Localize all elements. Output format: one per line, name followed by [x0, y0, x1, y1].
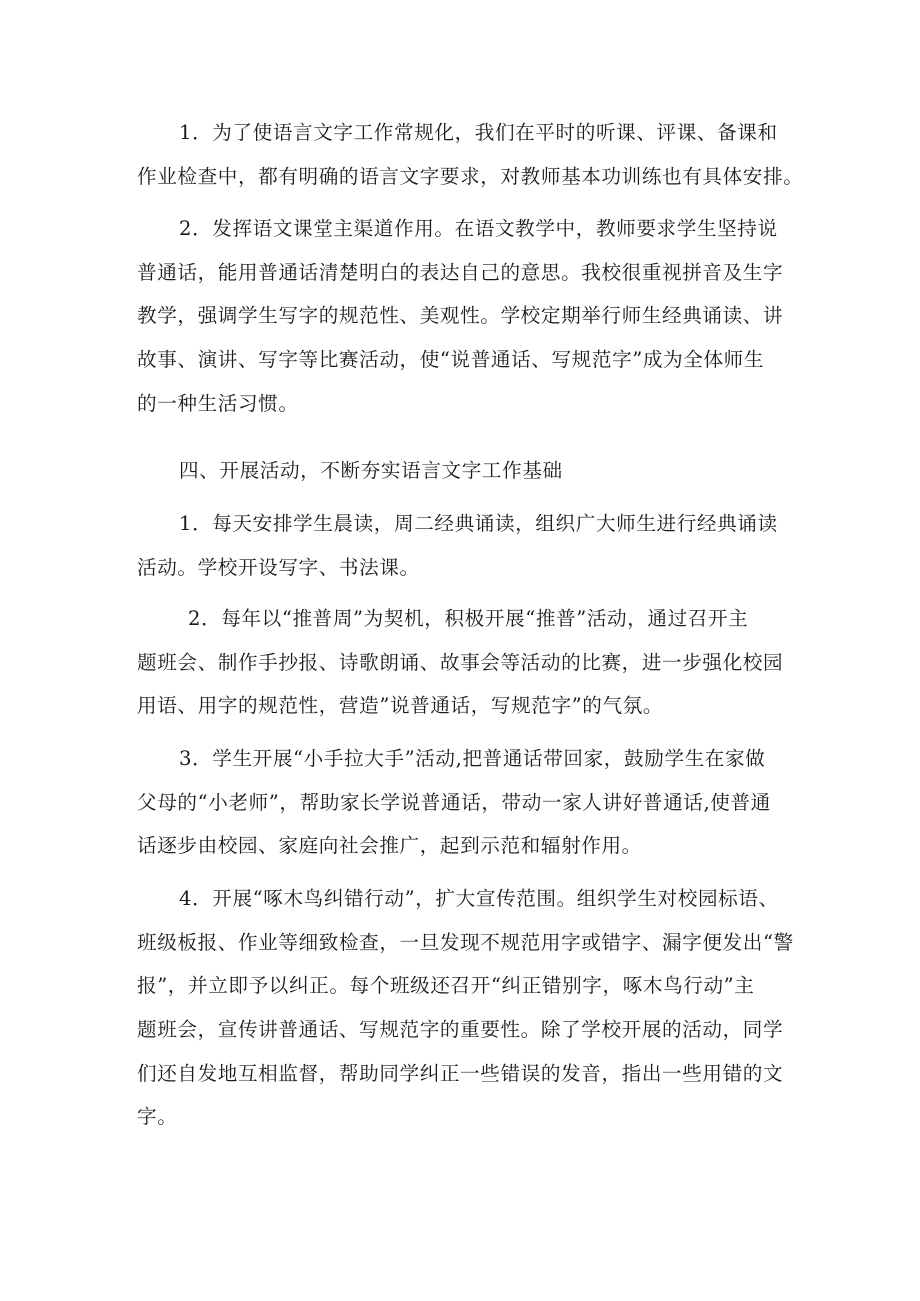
- paragraph-line: 父母的“小老师”，帮助家长学说普通话，带动一家人讲好普通话,使普通: [137, 790, 771, 814]
- paragraph-5: [137, 597, 799, 728]
- paragraph-line: 1．每天安排学生晨读，周二经典诵读，组织广大师生进行经典诵读: [179, 512, 778, 535]
- paragraph-7: [137, 877, 799, 1139]
- paragraph-line: 班级板报、作业等细致检查，一旦发现不规范用字或错字、漏字便发出“警: [137, 930, 794, 954]
- paragraph-line: 报”，并立即予以纠正。每个班级还召开“纠正错别字，啄木鸟行动”主: [137, 974, 755, 998]
- paragraph-line: 1．为了使语言文字工作常规化，我们在平时的听课、评课、备课和: [179, 121, 778, 144]
- paragraph-line: 活动。学校开设写字、书法课。: [137, 555, 420, 579]
- paragraph-4: [137, 502, 799, 589]
- section-heading: [137, 449, 799, 493]
- paragraph-line: 题班会、制作手抄报、诗歌朗诵、故事会等活动的比赛，进一步强化校园: [137, 650, 784, 674]
- paragraph-line: 题班会，宣传讲普通话、写规范字的重要性。除了学校开展的活动，同学: [137, 1018, 784, 1042]
- paragraph-2: [137, 207, 799, 425]
- paragraph-line: 普通话，能用普通话清楚明白的表达自己的意思。我校很重视拼音及生字: [137, 260, 784, 284]
- paragraph-line: 故事、演讲、写字等比赛活动，使“说普通话、写规范字”成为全体师生: [137, 348, 765, 372]
- paragraph-line: 话逐步由校园、家庭向社会推广，起到示范和辐射作用。: [137, 834, 642, 858]
- paragraph-6: [137, 737, 799, 868]
- paragraph-line: 教学，强调学生写字的规范性、美观性。学校定期举行师生经典诵读、讲: [137, 304, 784, 328]
- paragraph-line: 4．开展“啄木鸟纠错行动”，扩大宣传范围。组织学生对校园标语、: [179, 887, 779, 910]
- paragraph-line: 2．发挥语文课堂主渠道作用。在语文教学中，教师要求学生坚持说: [179, 217, 778, 240]
- paragraph-1: [137, 111, 804, 198]
- paragraph-line: 们还自发地互相监督，帮助同学纠正一些错误的发音，指出一些用错的文: [137, 1061, 784, 1085]
- heading-line: 四、开展活动，不断夯实语言文字工作基础: [179, 459, 563, 482]
- paragraph-line: 3．学生开展“小手拉大手”活动,把普通话带回家，鼓励学生在家做: [179, 747, 766, 770]
- paragraph-line: 2．每年以“推普周”为契机，积极开展“推普”活动，通过召开主: [188, 607, 749, 630]
- paragraph-line: 的一种生活习惯。: [137, 391, 299, 415]
- paragraph-line: 字。: [137, 1105, 178, 1129]
- paragraph-line: 作业检查中，都有明确的语言文字要求，对教师基本功训练也有具体安排。: [137, 164, 804, 188]
- paragraph-line: 用语、用字的规范性，营造”说普通话，写规范字”的气氛。: [137, 694, 664, 718]
